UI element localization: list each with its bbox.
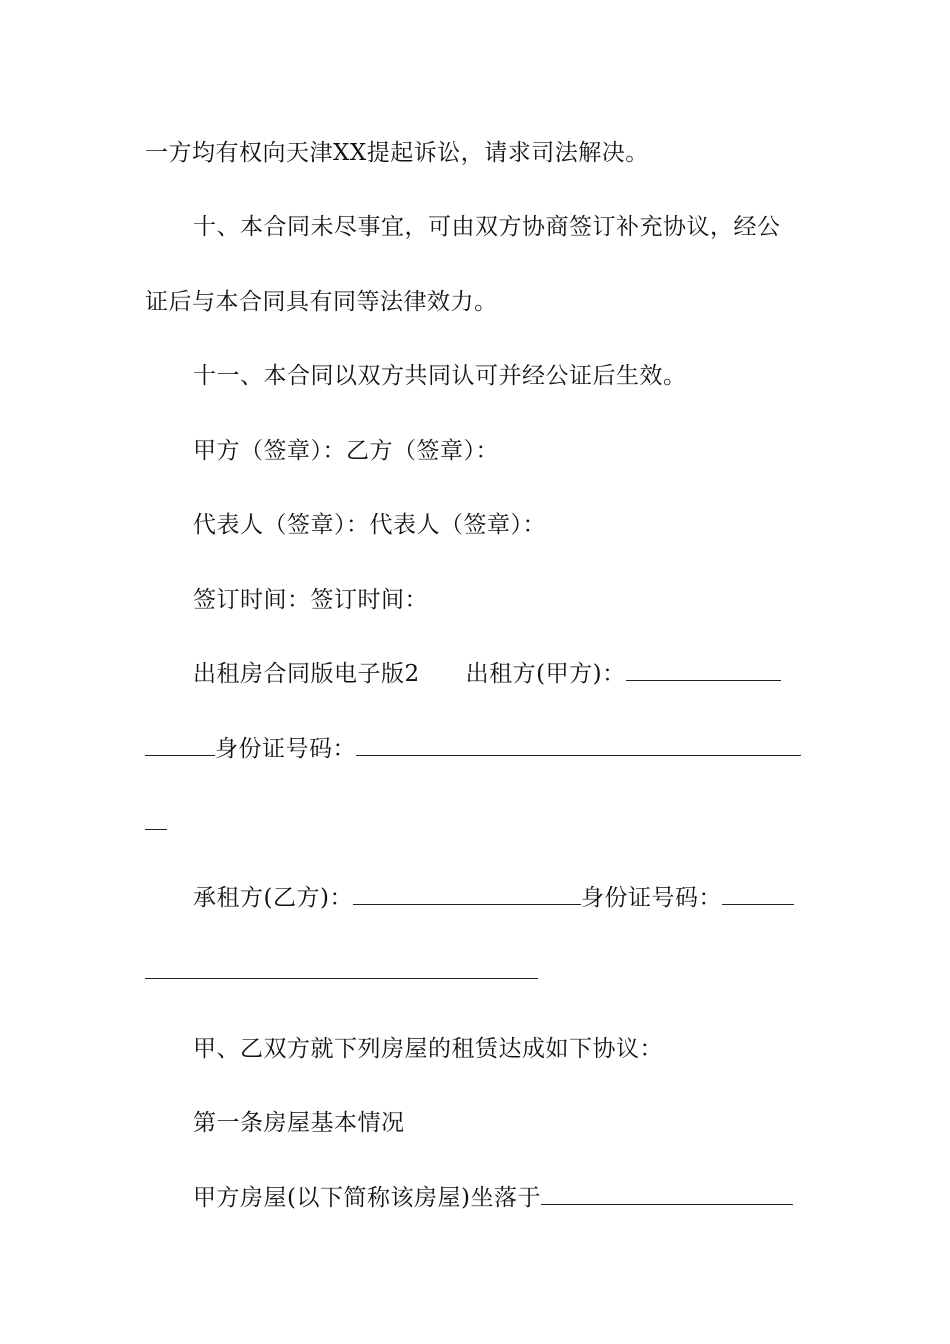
clause-10-line-1: 十、本合同未尽事宜，可由双方协商签订补充协议，经公 [193,214,781,240]
contract-version-title: 出租房合同版电子版2 [193,661,420,687]
lessor-label: 出租方(甲方)： [465,661,626,687]
lessee-label: 承租方(乙方)： [193,885,353,911]
agreement-intro: 甲、乙双方就下列房屋的租赁达成如下协议： [193,1036,663,1062]
lessee-id-label: 身份证号码： [580,885,722,911]
property-location-label: 甲方房屋(以下简称该房屋)坐落于 [193,1185,541,1211]
lessor-name-blank[interactable] [626,662,781,681]
lessor-id-blank[interactable] [356,737,801,756]
signature-representatives: 代表人（签章）：代表人（签章）： [193,512,546,538]
lessee-name-blank[interactable] [353,886,581,905]
property-location-line [193,1183,793,1213]
lessor-id-blank-cont[interactable] [145,811,167,830]
lessee-id-line-cont [145,957,538,987]
clause-10-line-2: 证后与本合同具有同等法律效力。 [145,289,498,315]
property-location-blank[interactable] [541,1186,793,1205]
lessor-name-blank-cont[interactable] [145,737,215,756]
lessee-id-blank[interactable] [722,886,794,905]
article-1-heading: 第一条房屋基本情况 [193,1110,405,1136]
lessor-id-line [145,734,801,764]
lessor-id-line-cont [145,808,167,838]
lessor-id-label: 身份证号码： [215,736,356,762]
signing-date: 签订时间：签订时间： [193,587,428,613]
lessor-line [193,659,781,689]
clause-11: 十一、本合同以双方共同认可并经公证后生效。 [193,363,687,389]
paragraph-litigation: 一方均有权向天津XX提起诉讼，请求司法解决。 [145,140,649,166]
lessee-id-blank-cont[interactable] [145,960,538,979]
lessee-line [193,883,794,913]
signature-parties: 甲方（签章）：乙方（签章）： [193,438,499,464]
